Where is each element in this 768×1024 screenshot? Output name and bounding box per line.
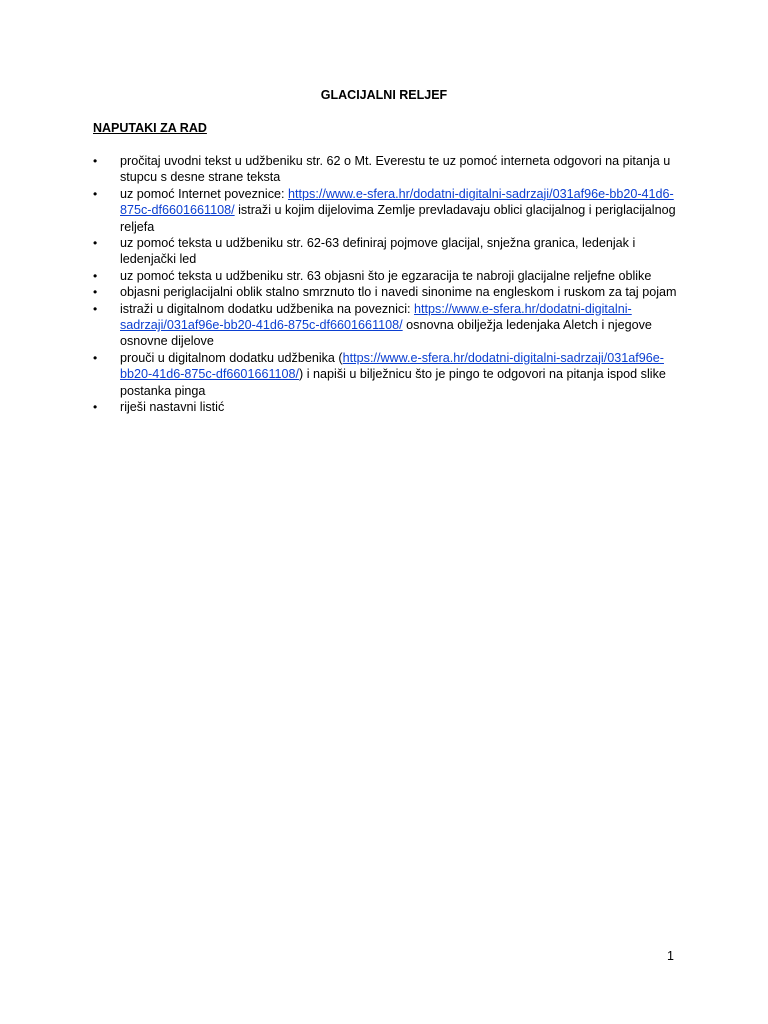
item-text: uz pomoć teksta u udžbeniku str. 63 objasni što je egzaracija te nabroji glacijalne reljefne oblike	[120, 268, 652, 283]
page-number: 1	[667, 949, 674, 963]
task-list	[93, 153, 683, 416]
bullet-icon: •	[93, 285, 98, 300]
bullet-icon: •	[93, 268, 98, 283]
list-item	[93, 301, 683, 350]
item-text: riješi nastavni listić	[120, 400, 225, 415]
item-text: istraži u digitalnom dodatku udžbenika na poveznici:	[120, 301, 415, 316]
page-title: GLACIJALNI RELJEF	[320, 88, 448, 102]
bullet-icon: •	[93, 186, 98, 201]
item-text: osnovna obilježja ledenjaka Aletch i njegove osnovne dijelove	[120, 318, 652, 349]
list-item	[93, 350, 683, 399]
bullet-icon: •	[93, 236, 98, 251]
item-text: prouči u digitalnom dodatku udžbenika (	[120, 350, 343, 365]
item-text: uz pomoć Internet poveznice:	[120, 186, 289, 201]
e-sfera-link[interactable]: https://www.e-sfera.hr/dodatni-digitalni-sadrzaji/031af96e-bb20-41d6-875c-df6601661108/	[120, 301, 632, 333]
bullet-icon: •	[93, 301, 98, 316]
e-sfera-link[interactable]: https://www.e-sfera.hr/dodatni-digitalni-sadrzaji/031af96e-bb20-41d6-875c-df6601661108/	[120, 186, 674, 218]
item-text: istraži u kojim dijelovima Zemlje prevladavaju oblici glacijalnog i periglacijalnog reljefa	[120, 203, 676, 234]
list-item	[93, 268, 683, 284]
item-text: pročitaj uvodni tekst u udžbeniku str. 62 o Mt. Everestu te uz pomoć interneta odgovori na pitanja u stupcu s desne strane teksta	[120, 154, 671, 185]
list-item	[93, 399, 683, 415]
list-item	[93, 153, 683, 186]
list-item	[93, 235, 683, 268]
bullet-icon: •	[93, 154, 98, 168]
list-item	[93, 186, 683, 235]
section-heading: NAPUTAKI ZA RAD	[93, 121, 207, 135]
bullet-icon: •	[93, 400, 98, 415]
e-sfera-link[interactable]: https://www.e-sfera.hr/dodatni-digitalni-sadrzaji/031af96e-bb20-41d6-875c-df6601661108/	[120, 350, 664, 382]
bullet-icon: •	[93, 350, 98, 365]
list-item	[93, 284, 683, 300]
item-text: uz pomoć teksta u udžbeniku str. 62-63 definiraj pojmove glacijal, snježna granica, ledenjak i ledenjački led	[120, 236, 636, 267]
item-text: ) i napiši u bilježnicu što je pingo te odgovori na pitanja ispod slike postanka pinga	[120, 367, 666, 398]
item-text: objasni periglacijalni oblik stalno smrznuto tlo i navedi sinonime na engleskom i ruskom za taj pojam	[120, 285, 677, 300]
